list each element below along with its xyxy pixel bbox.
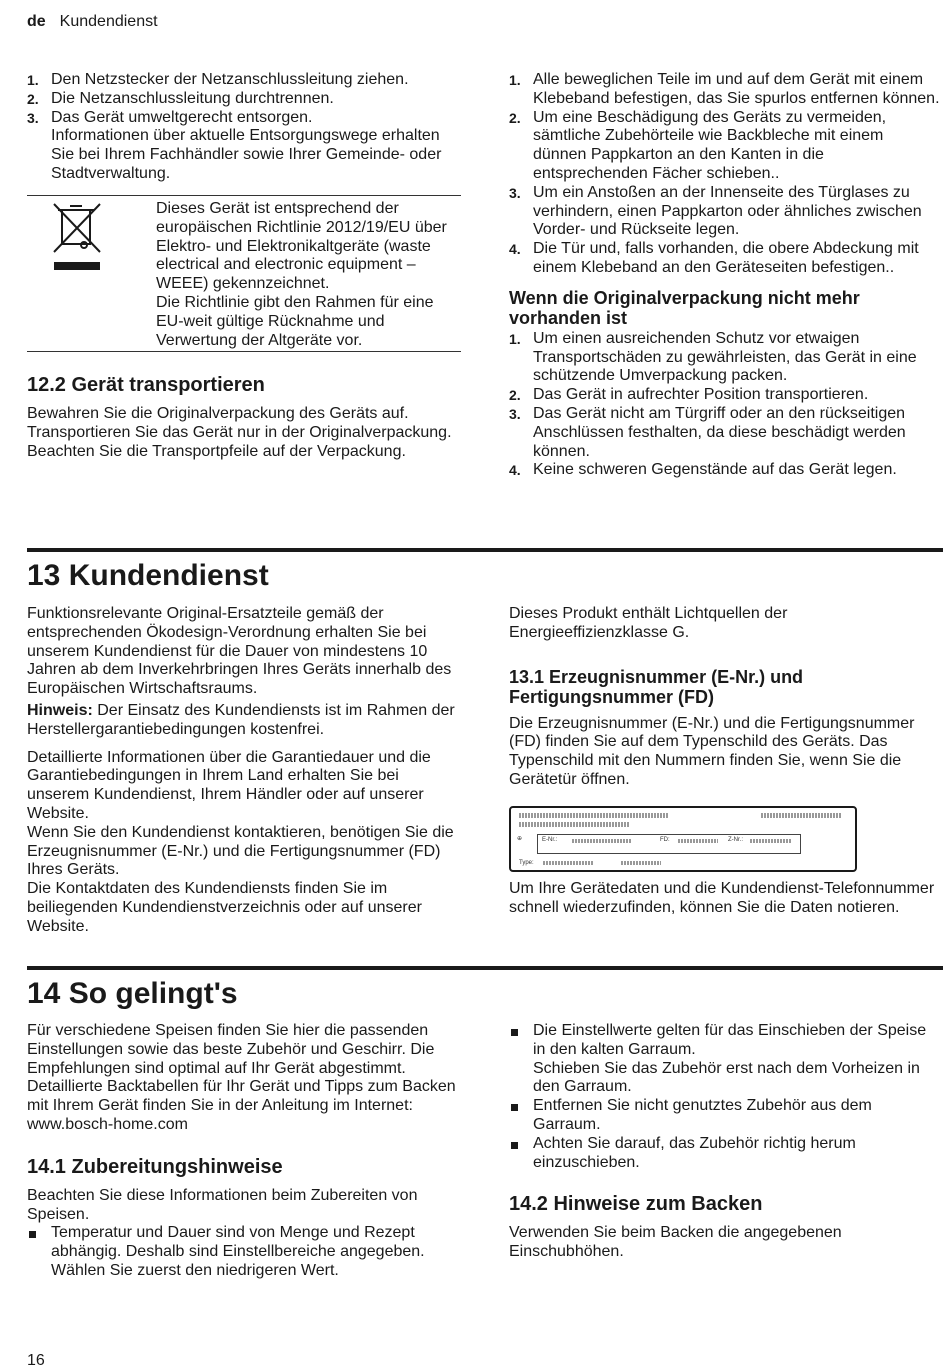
weee-text: Dieses Gerät ist entsprechend der europäischen Richtlinie 2012/19/EU über Elektro- und Elektronikaltgeräte (waste electrical and electronic equipment – WEEE) gekennzeichnet. Die Richtlinie gibt den Rahmen für eine EU-weit gültige Rücknahme und Verwertung der Altgeräte vor. [156, 200, 447, 349]
service-note: Hinweis: Der Einsatz des Kundendiensts ist im Rahmen der Herstellergarantiebedingungen kostenfrei. [27, 701, 455, 738]
service-p4: Die Kontaktdaten des Kundendiensts finden Sie im beiliegenden Kundendienstverzeichnis oder auf unserer Website. [27, 880, 422, 935]
service-heading: 13 Kundendienst [27, 559, 269, 592]
transport-steps-section [509, 71, 941, 480]
service-p3: Wenn Sie den Kundendienst kontaktieren, benötigen Sie die Erzeugnisnummer (E-Nr.) und die Fertigungsnummer (FD) Ihres Geräts. [27, 823, 454, 879]
list-item: Achten Sie darauf, das Zubehör richtig herum einzuschieben. [509, 1135, 941, 1173]
list-item: 1. Um einen ausreichenden Schutz vor etwaigen Transportschäden zu gewährleisten, das Gerät in eine schützende Umverpackung packen. [509, 329, 917, 385]
prep-bullets [27, 1224, 459, 1280]
baking-text: Verwenden Sie beim Backen die angegebenen Einschubhöhen. [509, 1224, 842, 1261]
section-rule [27, 966, 943, 970]
list-item: Temperatur und Dauer sind von Menge und Rezept abhängig. Deshalb sind Einstellbereiche angegeben. Wählen Sie zuerst den niedrigeren Wert. [27, 1224, 459, 1280]
list-item: 2. Die Netzanschlussleitung durchtrennen. [27, 89, 334, 107]
service-right [509, 605, 941, 790]
light-class-text: Dieses Produkt enthält Lichtquellen der Energieeffizienzklasse G. [509, 605, 788, 641]
transport-steps [509, 71, 941, 278]
list-item: 3. Um ein Anstoßen an der Innenseite des Türglases zu verhindern, einen Pappkarton oder ähnliches zwischen Vorder- und Rückseite legen. [509, 183, 922, 239]
tips-url: www.bosch-home.com [27, 1115, 188, 1133]
no-pack-heading: Wenn die Originalverpackung nicht mehr vorhanden ist [509, 287, 860, 328]
enr-heading: 13.1 Erzeugnisnummer (E-Nr.) und Fertigungsnummer (FD) [509, 666, 804, 707]
list-item: 2. Das Gerät in aufrechter Position transportieren. [509, 386, 869, 404]
list-item: 4. Die Tür und, falls vorhanden, die obere Abdeckung mit einem Klebeband an den Geräteseiten befestigen.. [509, 240, 919, 276]
language-code: de [27, 13, 46, 30]
section-rule [27, 548, 943, 552]
tips-left [27, 1022, 459, 1281]
rating-plate: ⊕ E-Nr.: FD: Z-Nr.: Type: [509, 806, 857, 872]
list-item: Die Einstellwerte gelten für das Einschieben der Speise in den kalten Garraum. Schieben Sie das Zubehör erst nach dem Vorheizen in den Garraum. [509, 1022, 941, 1097]
list-item: 3. Das Gerät nicht am Türgriff oder an den rückseitigen Anschlüssen festhalten, da diese beschädigt werden können. [509, 404, 906, 460]
list-item: 2. Um eine Beschädigung des Geräts zu vermeiden, sämtliche Zubehörteile wie Backbleche mit einem dünnen Pappkarton an den Kanten in die entsprechenden Fächer schieben.. [509, 108, 887, 182]
tips-heading: 14 So gelingt's [27, 977, 238, 1010]
ce-mark-icon: ⊕ [517, 836, 523, 842]
header-section: Kundendienst [59, 13, 158, 30]
transport-section [27, 374, 459, 461]
disposal-section [27, 71, 459, 184]
tips-right [509, 1022, 941, 1262]
no-pack-steps [509, 330, 941, 480]
page-number: 16 [27, 1352, 45, 1369]
page-header [27, 13, 158, 32]
list-item: 1. Alle beweglichen Teile im und auf dem Gerät mit einem Klebeband befestigen, das Sie spurlos entfernen können. [509, 71, 940, 107]
transport-text: Bewahren Sie die Originalverpackung des Geräts auf. Transportieren Sie das Gerät nur in der Originalverpackung. Beachten Sie die Transportpfeile auf der Verpackung. [27, 405, 452, 460]
list-item: 3. Das Gerät umweltgerecht entsorgen. [27, 108, 313, 126]
baking-heading: 14.2 Hinweise zum Backen [509, 1193, 763, 1216]
crossed-bin-icon [48, 200, 106, 272]
disposal-info: Informationen über aktuelle Entsorgungswege erhalten Sie bei Ihrem Fachhändler sowie Ihrer Gemeinde- oder Stadtverwaltung. [51, 127, 442, 182]
prep-heading: 14.1 Zubereitungshinweise [27, 1155, 283, 1178]
tips-bullets [509, 1022, 941, 1172]
disposal-steps [27, 71, 459, 127]
list-item: 4. Keine schweren Gegenstände auf das Gerät legen. [509, 461, 897, 479]
tips-p2: Detaillierte Backtabellen für Ihr Gerät und Tipps zum Backen mit Ihrem Gerät finden Sie in der Anleitung im Internet: [27, 1078, 456, 1115]
service-left [27, 605, 459, 937]
prep-text: Beachten Sie diese Informationen beim Zubereiten von Speisen. [27, 1186, 418, 1223]
service-p1: Funktionsrelevante Original-Ersatzteile gemäß der entsprechenden Ökodesign-Verordnung erhalten Sie bei unserem Kundendienst für die Dauer von mindestens 10 Jahren ab dem Inverkehrbringen Ihres Geräts innerhalb des Europäischen Wirtschaftsraums. [27, 605, 452, 698]
plate-note: Um Ihre Gerätedaten und die Kundendienst-Telefonnummer schnell wiederzufinden, können Sie die Daten notieren. [509, 880, 935, 916]
list-item: Entfernen Sie nicht genutztes Zubehör aus dem Garraum. [509, 1097, 941, 1135]
enr-text: Die Erzeugnisnummer (E-Nr.) und die Fertigungsnummer (FD) finden Sie auf dem Typenschild des Geräts. Das Typenschild mit den Nummern finden Sie, wenn Sie die Gerätetür öffnen. [509, 714, 915, 788]
service-p2: Detaillierte Informationen über die Garantiedauer und die Garantiebedingungen in Ihrem Land erhalten Sie bei unserem Kundendienst, Ihrem Händler oder auf unserer Website. [27, 748, 431, 822]
list-item: 1. Den Netzstecker der Netzanschlussleitung ziehen. [27, 71, 409, 88]
transport-heading: 12.2 Gerät transportieren [27, 374, 265, 396]
tips-p1: Für verschiedene Speisen finden Sie hier die passenden Einstellungen sowie das beste Zubehör und Geschirr. Die Empfehlungen sind optimal auf Ihr Gerät abgestimmt. [27, 1022, 435, 1077]
